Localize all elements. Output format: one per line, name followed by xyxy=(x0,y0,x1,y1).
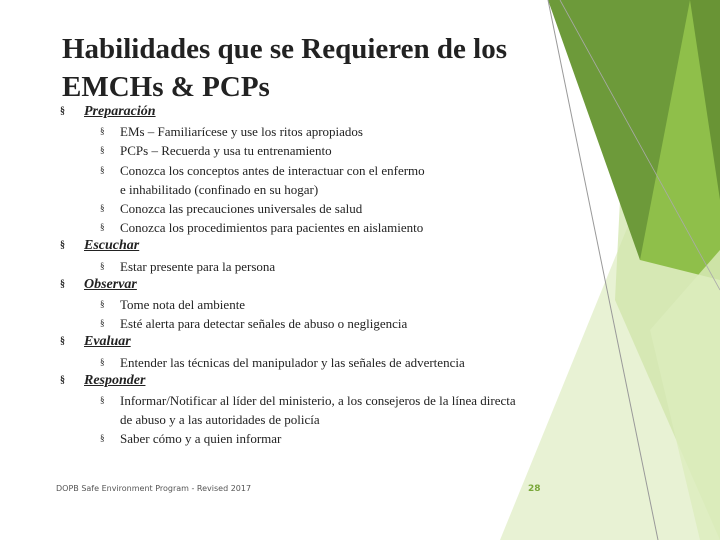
list-item xyxy=(0,141,640,160)
section-heading-text: Observar xyxy=(84,276,137,292)
bullet-icon: § xyxy=(60,336,65,348)
list-item xyxy=(0,391,640,410)
bullet-icon: § xyxy=(100,203,105,213)
list-item xyxy=(0,314,640,333)
list-item-text: Estar presente para la persona xyxy=(120,258,276,274)
bullet-icon: § xyxy=(100,126,105,137)
list-item xyxy=(0,257,640,276)
section-heading-text: Escuchar xyxy=(84,238,140,254)
page-number: 28 xyxy=(528,484,541,494)
list-item-text: Tome nota del ambiente xyxy=(120,296,246,312)
list-item xyxy=(0,218,640,237)
list-item xyxy=(0,295,640,314)
list-item-text: Esté alerta para detectar señales de abuso o negligencia xyxy=(120,316,408,332)
bullet-icon: § xyxy=(60,240,65,252)
list-item xyxy=(0,161,640,180)
bullet-icon: § xyxy=(60,278,65,290)
bullet-icon: § xyxy=(60,106,65,117)
list-item-text: Conozca las precauciones universales de salud xyxy=(120,201,363,216)
bullet-icon: § xyxy=(100,164,105,175)
section-heading xyxy=(0,237,640,256)
list-item xyxy=(0,122,640,141)
section-heading xyxy=(0,372,640,391)
bullet-icon: § xyxy=(100,222,105,233)
list-item-text: EMs – Familiarícese y use los ritos apropiados xyxy=(120,124,363,140)
list-item xyxy=(0,429,640,448)
section-heading-text: Evaluar xyxy=(84,334,131,350)
title-line-2: EMCHs & PCPs xyxy=(62,71,270,103)
list-item-text: PCPs – Recuerda y usa tu entrenamiento xyxy=(120,143,332,159)
list-item-continuation xyxy=(0,410,640,429)
footer-text: DOPB Safe Environment Program - Revised 2017 xyxy=(56,484,252,493)
section-heading xyxy=(0,276,640,295)
list-item-text: Entender las técnicas del manipulador y las señales de advertencia xyxy=(120,354,465,370)
bullet-icon: § xyxy=(100,260,105,271)
section-heading-text: Responder xyxy=(84,372,146,388)
bullet-icon: § xyxy=(100,356,105,367)
list-item-text: Conozca los conceptos antes de interactuar con el enfermo xyxy=(120,162,425,178)
list-item-text: Informar/Notificar al líder del ministerio, a los consejeros de la línea directa xyxy=(120,392,516,408)
list-item-text: Conozca los procedimientos para pacientes en aislamiento xyxy=(120,220,424,236)
list-item-text: e inhabilitado (confinado en su hogar) xyxy=(120,181,319,197)
list-item-text: Saber cómo y a quien informar xyxy=(120,431,282,447)
list-item-text: de abuso y a las autoridades de policía xyxy=(120,412,320,428)
list-item xyxy=(0,353,640,372)
bullet-icon: § xyxy=(100,298,105,309)
slide-title xyxy=(62,30,582,106)
bullet-icon: § xyxy=(100,394,105,405)
bullet-icon: § xyxy=(100,318,105,329)
list-item-continuation xyxy=(0,180,640,199)
bullet-icon: § xyxy=(60,374,65,386)
section-heading-text: Preparación xyxy=(84,104,156,119)
section-heading xyxy=(0,103,640,122)
title-line-1: Habilidades que se Requieren de los xyxy=(62,33,507,65)
bullet-list xyxy=(0,103,640,449)
bullet-icon: § xyxy=(100,145,105,156)
section-heading xyxy=(0,333,640,352)
bullet-icon: § xyxy=(100,433,105,444)
list-item xyxy=(0,199,640,218)
